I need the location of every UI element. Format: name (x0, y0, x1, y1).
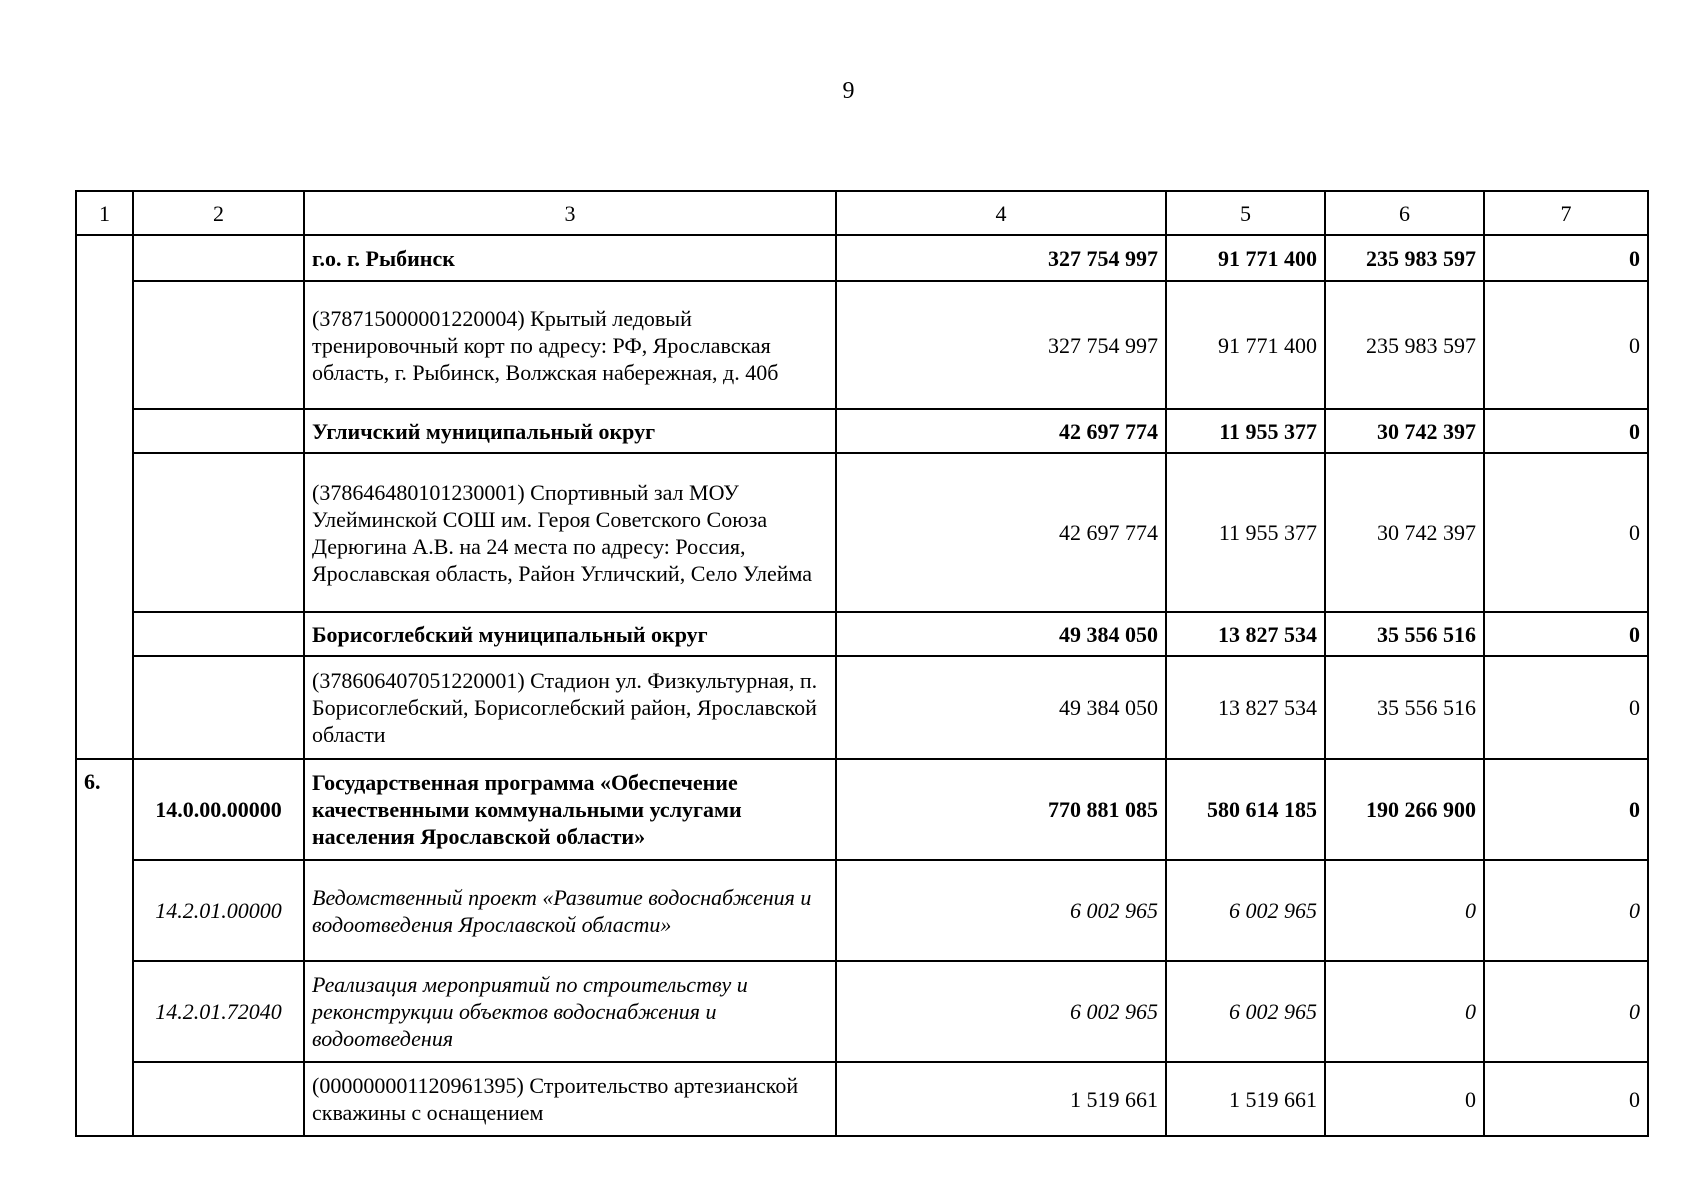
row-value-col6: 235 983 597 (1325, 235, 1484, 281)
row-name: (000000001120961395) Строительство артезианской скважины с оснащением (304, 1062, 836, 1136)
column-header: 5 (1166, 191, 1325, 235)
row-value-col6: 35 556 516 (1325, 612, 1484, 656)
row-value-col5: 6 002 965 (1166, 961, 1325, 1062)
row-value-col5: 11 955 377 (1166, 409, 1325, 453)
row-value-col4: 327 754 997 (836, 281, 1166, 409)
row-value-col4: 327 754 997 (836, 235, 1166, 281)
row-name: Ведомственный проект «Развитие водоснабжения и водоотведения Ярославской области» (304, 860, 836, 961)
row-code: 14.0.00.00000 (133, 759, 304, 860)
row-value-col4: 770 881 085 (836, 759, 1166, 860)
row-value-col6: 0 (1325, 961, 1484, 1062)
row-code: 14.2.01.00000 (133, 860, 304, 961)
table-row (76, 961, 1648, 1062)
row-value-col7: 0 (1484, 281, 1648, 409)
row-value-col4: 49 384 050 (836, 656, 1166, 759)
row-code (133, 612, 304, 656)
table-row (76, 453, 1648, 612)
row-value-col7: 0 (1484, 860, 1648, 961)
row-value-col6: 0 (1325, 860, 1484, 961)
row-code (133, 656, 304, 759)
row-value-col6: 35 556 516 (1325, 656, 1484, 759)
row-value-col4: 6 002 965 (836, 860, 1166, 961)
row-value-col4: 1 519 661 (836, 1062, 1166, 1136)
row-name: Борисоглебский муниципальный округ (304, 612, 836, 656)
row-code (133, 409, 304, 453)
row-code (133, 453, 304, 612)
row-value-col7: 0 (1484, 961, 1648, 1062)
row-name: Реализация мероприятий по строительству и реконструкции объектов водоснабжения и водоотведения (304, 961, 836, 1062)
row-value-col4: 49 384 050 (836, 612, 1166, 656)
row-name: (378646480101230001) Спортивный зал МОУ Улейминской СОШ им. Героя Советского Союза Дерюгина А.В. на 24 места по адресу: Россия, Ярославская область, Район Угличский, Село Улейма (304, 453, 836, 612)
table-header-row (76, 191, 1648, 235)
table-row (76, 860, 1648, 961)
row-value-col5: 91 771 400 (1166, 281, 1325, 409)
row-value-col7: 0 (1484, 453, 1648, 612)
row-code: 14.2.01.72040 (133, 961, 304, 1062)
row-value-col6: 30 742 397 (1325, 453, 1484, 612)
column-header: 6 (1325, 191, 1484, 235)
row-value-col6: 190 266 900 (1325, 759, 1484, 860)
column-header: 3 (304, 191, 836, 235)
row-value-col7: 0 (1484, 759, 1648, 860)
row-name: Государственная программа «Обеспечение качественными коммунальными услугами населения Ярославской области» (304, 759, 836, 860)
row-index: 6. (76, 759, 133, 1136)
row-value-col7: 0 (1484, 612, 1648, 656)
table-row (76, 759, 1648, 860)
table-row (76, 235, 1648, 281)
row-index-cell (76, 235, 133, 759)
row-value-col6: 30 742 397 (1325, 409, 1484, 453)
row-value-col5: 1 519 661 (1166, 1062, 1325, 1136)
row-name: (378606407051220001) Стадион ул. Физкультурная, п. Борисоглебский, Борисоглебский район, Ярославской области (304, 656, 836, 759)
row-code (133, 1062, 304, 1136)
column-header: 7 (1484, 191, 1648, 235)
row-code (133, 235, 304, 281)
table-row (76, 281, 1648, 409)
table-row (76, 1062, 1648, 1136)
row-name: Угличский муниципальный округ (304, 409, 836, 453)
row-value-col7: 0 (1484, 656, 1648, 759)
column-header: 4 (836, 191, 1166, 235)
budget-table (75, 190, 1649, 1137)
row-name: (378715000001220004) Крытый ледовый тренировочный корт по адресу: РФ, Ярославская область, г. Рыбинск, Волжская набережная, д. 40б (304, 281, 836, 409)
row-value-col5: 13 827 534 (1166, 612, 1325, 656)
row-value-col5: 91 771 400 (1166, 235, 1325, 281)
row-value-col7: 0 (1484, 409, 1648, 453)
row-code (133, 281, 304, 409)
row-value-col4: 42 697 774 (836, 453, 1166, 612)
row-value-col6: 235 983 597 (1325, 281, 1484, 409)
row-value-col4: 42 697 774 (836, 409, 1166, 453)
row-value-col4: 6 002 965 (836, 961, 1166, 1062)
row-value-col5: 580 614 185 (1166, 759, 1325, 860)
row-value-col6: 0 (1325, 1062, 1484, 1136)
row-value-col5: 11 955 377 (1166, 453, 1325, 612)
table-row (76, 656, 1648, 759)
row-name: г.о. г. Рыбинск (304, 235, 836, 281)
page-number: 9 (842, 78, 855, 104)
row-value-col7: 0 (1484, 1062, 1648, 1136)
table-row (76, 409, 1648, 453)
column-header: 2 (133, 191, 304, 235)
row-value-col5: 6 002 965 (1166, 860, 1325, 961)
row-value-col5: 13 827 534 (1166, 656, 1325, 759)
table-row (76, 612, 1648, 656)
column-header: 1 (76, 191, 133, 235)
row-value-col7: 0 (1484, 235, 1648, 281)
